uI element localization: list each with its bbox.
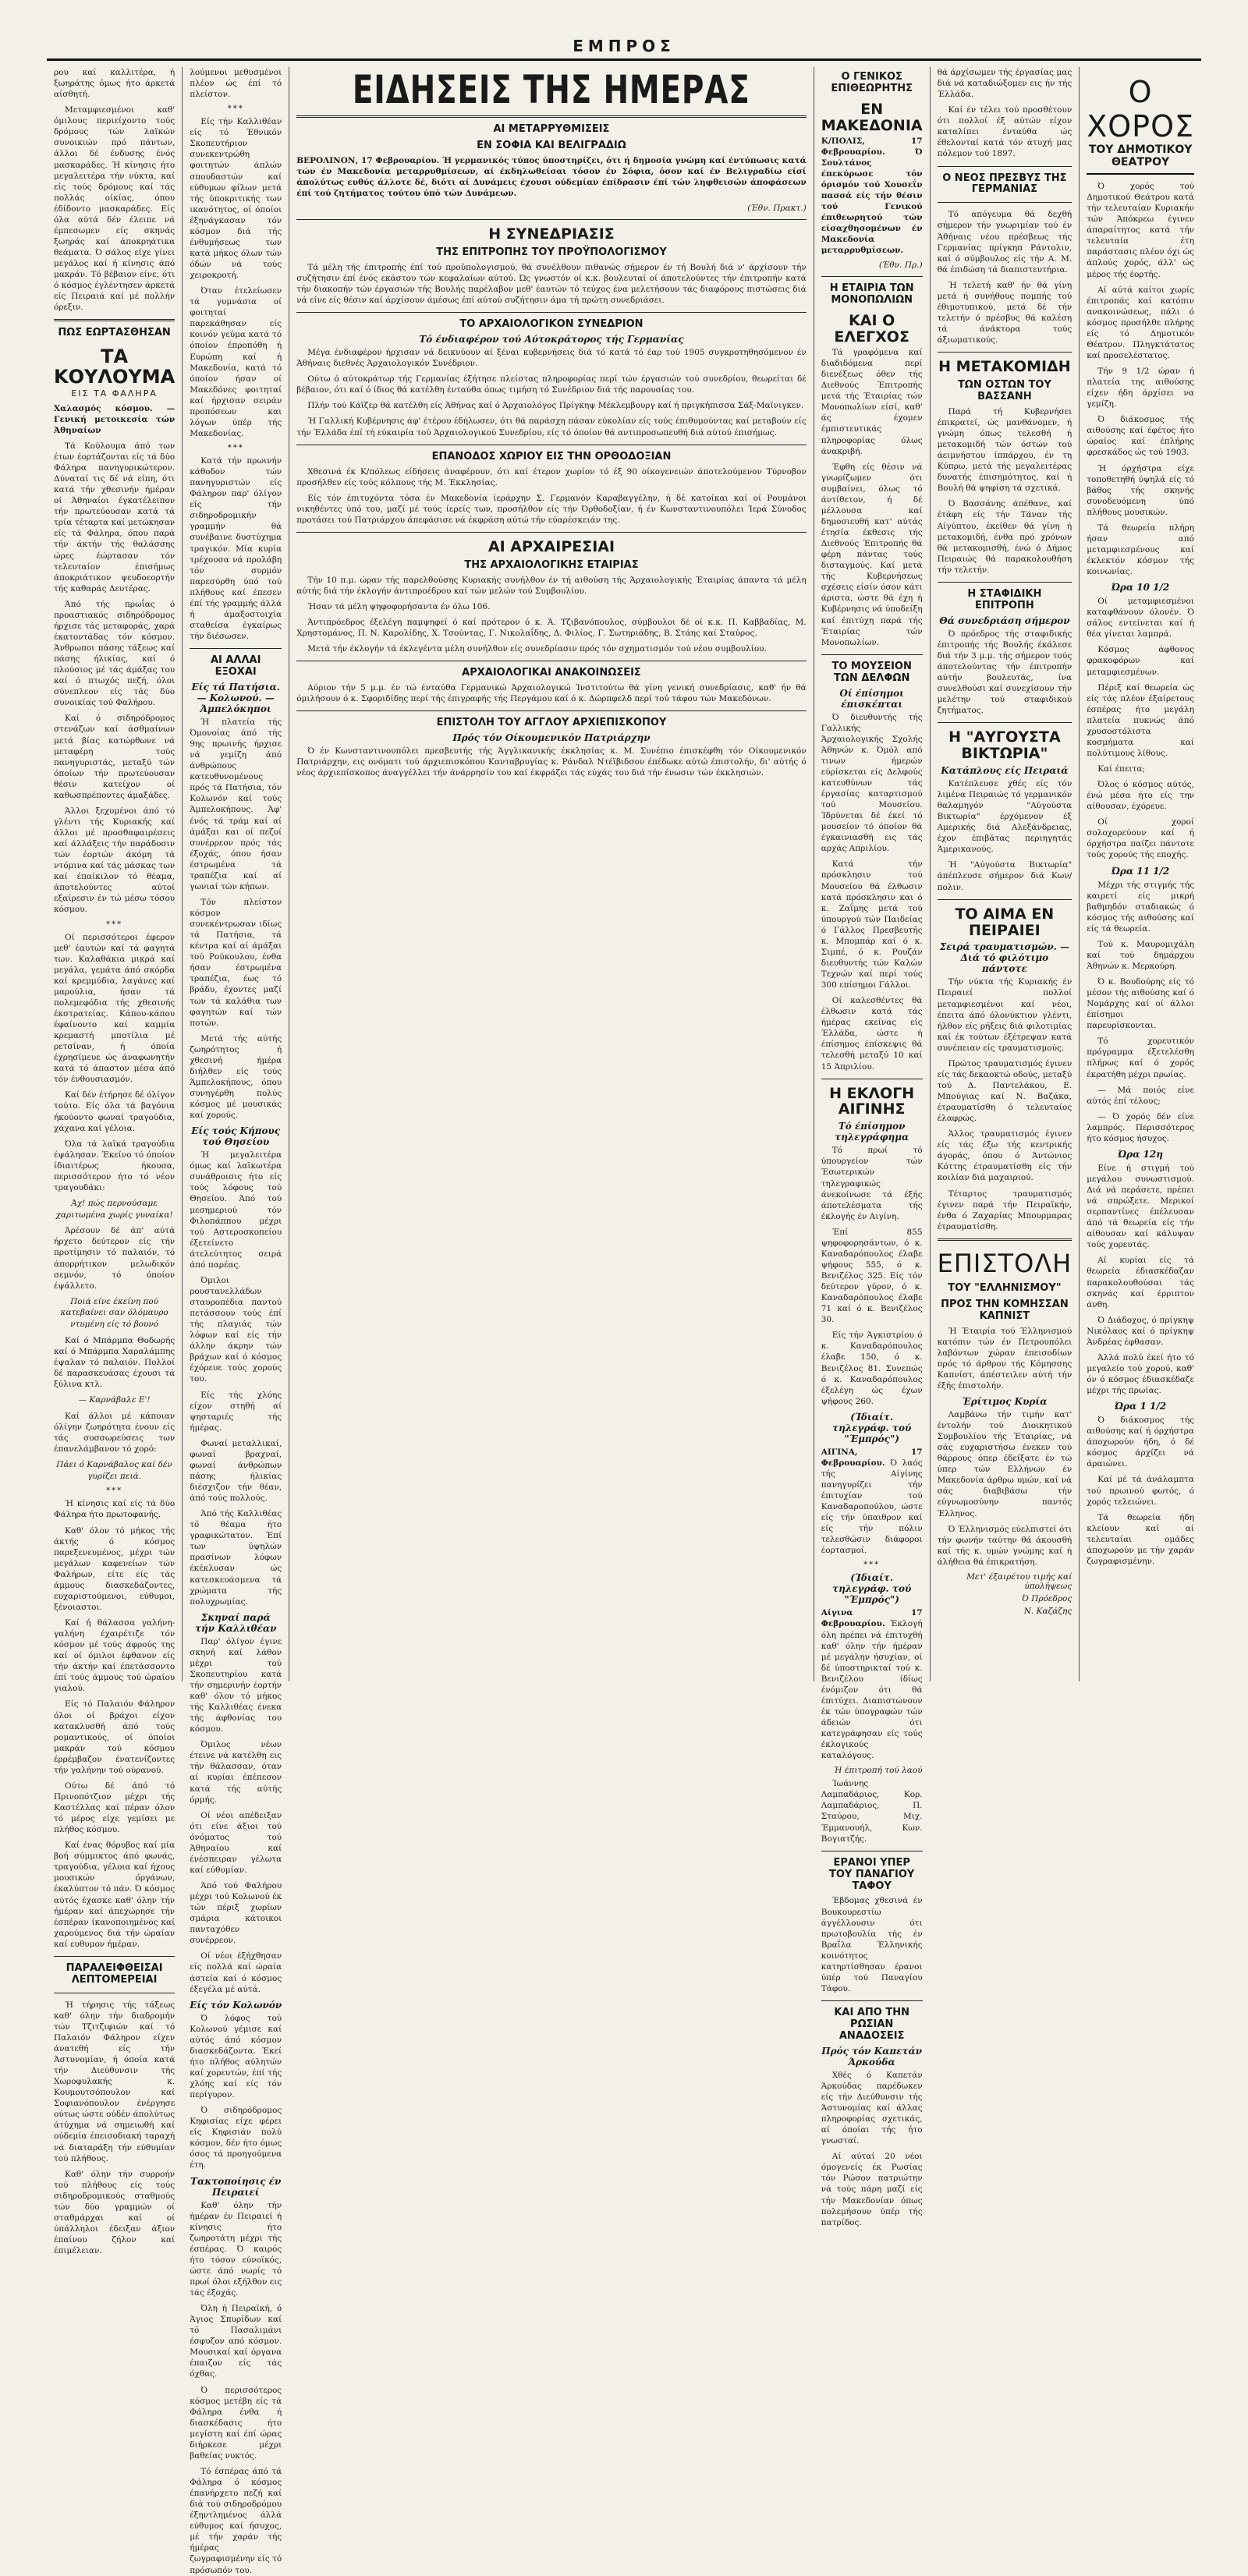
article-text: Ούτω δέ άπό τό Πρινοπότζιον μέχρι τής Καστέλλας καί πέραν όλον τό μέρος είχε γεμίσει με πλήθος κόσμου. — [54, 1781, 176, 1835]
headline: ΤΟ ΑΡΧΑΙΟΛΟΓΙΚΟΝ ΣΥΝΕΔΡΙΟΝ — [459, 318, 644, 331]
article-text: Τό έσπέρας άπό τά Φάληρα ό κόσμος έπανήρχετο πεζή καί διά τού σιδηροδρόμου έξηντλημένος άλλά εύθυμος καί ήσυχος, μέ τήν χαράν τής ήμέρας ζωγραφισμένην είς τό πρόσωπόν του. — [190, 2466, 282, 2575]
subheadline: Θά συνεδριάση σήμερον — [939, 615, 1070, 626]
subheadline: Τό έπίσημον τηλεγράφημα — [835, 1121, 909, 1143]
subheadline: Είς τούς Κήπους τού Θησείου — [191, 1125, 281, 1148]
article-text: Καί έν τέλει τού προσθέτουν ότι πολλοί έξ αύτών είχον καταλίπει ένταύθα ώς έθελονταί κατά τόν άτυχή μας πόλεμον τού 1897. — [937, 105, 1072, 159]
columns — [47, 67, 1201, 2575]
article-text: Αύριον τήν 5 μ.μ. έν τώ ένταύθα Γερμανικώ Άρχαιολογικώ Ίνστιτούτω θά γίνη γενική συνεδρίασις, καθ' ήν θά όμιλήσουν ό κ. Σφοριδίδης περί τής έπιγραφής τής Περγάμου καί ό κ. Δώρπφελδ περί τού τάφου τών Μακεδόνων. — [296, 682, 807, 704]
divider — [296, 532, 807, 533]
article-text: Ό κ. Βουδούρης είς τό μέσον τής αιθούσης καί ό Νομάρχης καί οί άλλοι έπίσημοι παρευρίσκονται. — [1087, 977, 1194, 1031]
headline: Η ΣΤΑΦΙΔΙΚΗ ΕΠΙΤΡΟΠΗ — [967, 587, 1042, 611]
article-text: Αί αύταί 20 νέοι όμογενείς έκ Ρωσίας τόν Ρώσον πατριώτην νά τούς πάρη μαζί είς τήν Μακεδονίαν όπως πολεμήσουν ύπέρ τής πατρίδος. — [821, 2152, 923, 2227]
article-text: Ό έν Κωνσταντινουπόλει πρεσβευτής τής Άγγλικανικής έκκλησίας κ. Μ. Συνέπιο έπισκέφθη τόν Οίκουμενικόν Πατριάρχην, εις ονόματι τού άρχιεπισκόπου Κανταβρυγίας κ. Ράνδαλ Ντέϊβιδσον έπέδωκε αύτώ έπιστολήν, δι' αύτής ό νέος άρχιεπίσκοπος άναγγέλλει τήν άνάρρησίν του καί έκφράζει τάς εύχάς του διά τήν ένωσιν τών έκκλησιών. — [296, 746, 807, 778]
signature: Ή έπιτροπή τού λαού — [833, 1766, 923, 1776]
article-text: Τήν νύκτα τής Κυριακής έν Πειραιεί πολλοί μεταμφιεσμένοι καί νέοι, έπειτα άπό όλονύκτιον γλέντι, ήλθον είς ρήξεις διά φιλοτιμίας καί έκ τούτων έξέτρεψαν κατά συνέπειαν είς τραυματισμούς. — [937, 977, 1072, 1053]
signature: Ν. Καζάζης — [1023, 1606, 1072, 1616]
article-text: — Μά ποιός είνε αύτός έπί τέλους; — [1087, 1085, 1194, 1106]
article-text: Οί νέοι απέδειξαν ότι είνε άξιοι τού όνόματος τού Άθηναίου καί ένέσπειραν γέλωτα καί εύθυμίαν. — [190, 1810, 282, 1875]
column-5 — [931, 67, 1080, 1681]
subheadline: Τακτοποίησις έν Πειραιεί — [190, 2175, 282, 2198]
article-text: Παρ' όλίγον έγινε σκηνή καί λάθον μέχρι τού Σκοπευτηρίου κατά τήν σημερινήν έορτήν καθ' όλον τό μήκος τής Καλλιθέας ένεκα τής άφθονίας του κόσμου. — [190, 1636, 282, 1734]
subheadline: Πρός τόν Οίκουμενικόν Πατριάρχην — [452, 732, 651, 744]
article-text: Τό χορευτικόν πρόγραμμα έξετελέσθη πλήρως καί ό χορός έκρατήθη μέχρι πρωίας. — [1087, 1036, 1194, 1079]
song-verse: Πάει ό Καρνάβαλος καί δέν γυρίζει πειά. — [56, 1460, 172, 1481]
divider — [54, 1956, 175, 1957]
article-text: Ό χορός τού Δημοτικού Θεάτρου κατά τήν τελευταίαν Κυριακήν τών Άπόκρεω έγινεν άπαραίτητος κατά τήν τελευταία έτη παράστασις πλέον όχι ώς άπλούς χορός, άλλ' ώς μέρος τής έορτής. — [1087, 182, 1194, 279]
article-text: Άντιπρόεδρος έξελέγη παμψηφεί ό καί πρότερον ό κ. Ά. Τζιβανόπουλος, σύμβουλοι δέ οί κ.κ. Π. Καββαδίας, Μ. Χρηστομάνος, Π. Ν. Καρολίδης, Χ. Τσούντας, Γ. Νικολαΐδης, Δ. Φιλίος, Γ. Σωτηριάδης, Β. Στάης καί Σταύρος. — [296, 617, 807, 638]
article-text: Ούτω ό αύτοκράτωρ τής Γερμανίας έξήτησε πλείστας πληροφορίας περί τών έργασιών τού συνεδρίου, θεωρείται δέ βέβαιον, ότι καί ό ίδιος θά κατέλθη ένταύθα όπως τιμήση τό Συνέδριον διά τής παρουσίας του. — [296, 374, 807, 395]
song-verse: — Καρνάβαλε Ε'! — [78, 1395, 151, 1405]
article-text: Κατά τήν πρωινήν κάθοδον τών πανηγυριστών είς Φάληρον παρ' όλίγον είς τήν σιδηροδρομικήν γραμμήν θά συνέβαινε δυστύχημα τραγικόν. Μία κυρία τρέχουσα νά προλάβη τόν συρμόν παρεσύρθη ύπό τού πλήθους καί έπεσεν έπί τής γραμμής άλλά ή άμαξοστοιχία σταθείσα έγκαίρως τήν διέσωσεν. — [190, 456, 282, 641]
section-masthead: Ο ΧΟΡΟΣ — [1087, 75, 1194, 144]
headline: Η ΜΕΤΑΚΟΜΙΔΗ — [938, 358, 1071, 376]
article-text: Τά μέλη τής έπιτροπής έπί τού προϋπολογισμού, θά συνέλθουν πιθανώς σήμερον έν τή Βουλή διά ν' άρχίσουν τήν συζήτησιν έπί ένός εκάστου τών κεφαλαίων αύτού. Ώς γνωστόν οί κ.κ. βουλευταί οί άποτελούντες τήν έπιτροπήν κατά τήν διακοπήν τών έργασιών τής Βουλής παρέλαβον μεθ' έαυτών τό τεύχος ένα μελετήσουν τάς διαφόρους πιστώσεις διά νά είνε είς θέσιν καί άρχίσουν άμέσως έπί αύτού συζήτησιν άμα τή πρώτη συνεδριάσει. — [296, 262, 807, 306]
subheadline: Είς τά Πατήσια. — Κολωνού. — Άμπελόκηποι — [191, 681, 280, 714]
headline: ΚΑΙ ΑΠΟ ΤΗΝ ΡΩΣΙΑΝ ΑΝΑΔΟΣΕΙΣ — [834, 2007, 909, 2042]
article-text: Ό Σουλτάνος έπεκύρωσε τόν όρισμόν τού Χουσεΐν πασσά είς τήν θέσιν τού Γενικού έπιθεωρητού τών είσαχθησομένων έν Μακεδονία μεταρρυθμίσεων. — [821, 147, 923, 256]
article-text: Ό Βασσάνης άπέθανε, καί έτάφη είς τήν Τάναν τής Αίγύπτου, έκείθεν θά γίνη ή μετακομιδή, ένθα πρό χρόνων θά μετακομισθή, ένώ ό Δήμος Πειραιώς θά παρακολουθήση τήν τελετήν. — [937, 499, 1072, 575]
headline: ΑΙ ΜΕΤΑΡΡΥΘΜΙΣΕΙΣ — [493, 123, 610, 135]
headline: Η ΕΚΛΟΓΗ ΑΙΓΙΝΗΣ — [829, 1084, 915, 1118]
article-text: Καί δέν έτήρησε δέ όλίγον τούτο. Είς όλα τά βαγόνια ήκούοντο φωναί τραγούδια, χάχανα καί γέλοια. — [54, 1090, 176, 1133]
article-text: Άρέσουν δέ άπ' αύτά ήρχετο δεύτερον είς τήν προτίμησιν τό παλαιόν, τό άπορρήτικον μελωδικόν σεμνόν, τό όποίον έψάλλετο. — [54, 1226, 176, 1291]
song-verse: Ποιά είνε έκείνη πού κατεβαίνει σαν όλόμαυρο ντυμένη είς τό βουνό — [60, 1296, 168, 1330]
divider — [938, 166, 1072, 167]
article-text: Καί μέ τά άνάλαμπτα τού πρωινού φωτός, ό χορός τελειώνει. — [1087, 1475, 1194, 1507]
divider — [821, 276, 923, 277]
article-text: Ό διάκοσμος τής αιθούσης καί ή όρχήστρα άποχωρούν ήδη, ό δέ κόσμος άρχίζει νά άραιώνει. — [1087, 1416, 1194, 1469]
headline: Η ΣΥΝΕΔΡΙΑΣΙΣ — [488, 225, 615, 243]
article-text: Άλλά πολύ έκεί ήτο τό μεγαλείο τού χορού, καθ' όν ό κόσμος έδιασκέδαζε μέχρι τής πρωίας. — [1087, 1352, 1194, 1396]
divider — [938, 899, 1072, 900]
section-stars: *** — [227, 105, 244, 114]
section-stars: *** — [863, 1561, 881, 1570]
article-text: Άλλοι ξεχυμένοι άπό τό γλέντι τής Κυριακής καί άλλοι μέ προσθαφαιρέσεις καί άλλάξεις τήν παράδοσιν τών έορτών άκόμη τά ντόμινα καί τάς μάσκας των καί έπαίκιλον τό θέαμα, άποτελούντες αύτοί εξαίρεσιν έν τώ μέσω τόσου κόσμου. — [54, 806, 176, 915]
article-text: Κατέπλευσε χθές είς τόν λιμένα Πειραιώς τό γερμανικόν θαλαμηγόν "Αύγούστα Βικτωρία" έρχόμενον έξ Αμερικής διά Αλεξάνδρειας, έχον έπιβάτας περιηγητάς Άμερικανούς. — [937, 778, 1072, 855]
divider — [938, 582, 1072, 583]
article-text: Άπό τής Καλλιθέας τό θέαμα ήτο γραφικώτατον. Έπί των ύψηλών πρασίνων λόφων έκέκλυσαν ώς κατεσκευάσμενα τά χρώματα τής πολυχρωμίας. — [190, 1509, 282, 1607]
article-text: Μέχρι τής στιγμής τής καιρετί είς μικρή βαθμηδόν σταδιακώς ό κόσμος τής αιθούσης καί είς τά θεωρεία. — [1087, 880, 1194, 934]
article-text: Ή "Αύγούστα Βικτωρία" άπέπλευσε σήμερον διά Κων/πολιν. — [937, 860, 1072, 892]
dateline: ΑΙΓΙΝΑ, 17 Φεβρουαρίου. — [821, 1447, 923, 1468]
article-text: Είς τής χλόης είχον στηθή αί ψησταριές τής ήμέρας. — [190, 1390, 282, 1433]
article-text: Έπί 855 ψηφοφορησάντων, ό κ. Καναδαρόπουλος έλαβε ψήφους 555, ό κ. Βενιζέλος 325. Είς τόν δεύτερον γύρον, ό κ. Καναδαρόπουλος έλαβε 71 καί ό κ. Βενιζέλος 30. — [821, 1227, 923, 1325]
article-text: Μεταμφιεσμένοι καθ' όμιλους περιείχοντο τούς δρόμους τών λαϊκών συνοικιών πρό πάντων, άλλοι δέ ένδυσης ένός μασκαράδες. Ή κίνησις ήτο μεγαλειτέρα τήν νύκτα, καί είς τούς δρόμους καί τάς πολλάς οίκίας, όπου έδίδοντο μασκαράδες. Είς όλα αύτά δέν έλειπε νά έμπεσωμεν είς σκηνάς ξωηράς καί άποκρηάτικα θεάματα. Ό σάλος είχε γίνει μεγάλος καί ή κίνησις άπό μακράν. Τό βέβαιον είνε, ότι ό κόσμος έγλέντησεν άρκετά είς Πειραιά καί μέ πολλήν όρεξιν. — [54, 105, 176, 313]
paper-name: ΕΜΠΡΟΣ — [573, 37, 675, 55]
article-text: Ό πρόεδρος τής σταφιδικής έπιτροπής τής Βουλής έκάλεσε διά τήν 3 μ.μ. τής σήμερον τούς άποτελούντας τήν έπιτροπήν αύτήν βουλευτάς, ίνα συνελθούσι καί συνεχίσουν τήν μελέτην τού σταφιδικού ζητήματος. — [937, 629, 1072, 716]
headline: ΑΙ ΑΡΧΑΙΡΕΣΙΑΙ — [488, 537, 615, 555]
subheadline: ΕΙΣ ΤΑ ΦΑΛΗΡΑ — [71, 388, 158, 399]
headline: Ο ΓΕΝΙΚΟΣ ΕΠΙΘΕΩΡΗΤΗΣ — [831, 71, 913, 94]
article-text: Τέταρτος τραυματισμός έγινεν παρά τήν Πειραϊκήν, ένθα ό Ζαχαρίας Μπουρμαρας έτραυματίσθη. — [937, 1189, 1072, 1231]
song-verse: Άχ! πώς περνούσαμε χαριτωμένα χωρίς γυναίκα! — [55, 1198, 173, 1220]
article-text: Καί ό Μπάρμπα Θοδωρής καί ό Μπάρμπα Χαραλάμπης έψαλαν τό παλαιόν. Πολλοί δέ παρασκευάσας έχουσι τά ξύλινα κτλ. — [54, 1335, 176, 1389]
article-text: Καί έπειτα; — [1097, 764, 1145, 774]
subheadline: Σκηναί παρά τήν Καλλιθέαν — [194, 1611, 277, 1634]
article-text: Φωναί μεταλλικαί, φωναί βραχναί, φωναί άνθρώπων πάσης ήλικίας διέσχιζον τήν θέαν, άπό τούς πολλούς. — [190, 1438, 282, 1504]
article-text: Λαμβάνω τήν τιμήν κατ' έντολήν τού Διοικητικού Συμβουλίου τής Έταιρίας, νά σάς ευχαριστήσω ένεκεν τού θάρρους όπερ έδείξατε έν τώ ύπερ τών Ελλήνων έν Μακεδονία άρθρω υμών, καί νά σάς διαβιβάσω τήν εύγνωμοσύνην παντός Έλληνος. — [937, 1409, 1072, 1518]
article-text: Χθεσινά έκ Κ/πόλεως είδήσεις άναφέρουν, ότι καί έτερον χωρίον τό έξ 90 οίκογενειών άποτελούμενον Τύρνοβον προσήλθεν είς τούς κόλπους τής Μ. Έκκλησίας. — [296, 466, 807, 487]
headline: Η "ΑΥΓΟΥΣΤΑ ΒΙΚΤΩΡΙΑ" — [948, 728, 1061, 763]
time-heading: Ώρα 11 1/2 — [1111, 865, 1170, 877]
section-stars: *** — [106, 1486, 123, 1496]
article-text: Άπό τής πρωΐας ό προαστιακός σιδηρόδρομος ήρχισε τάς μεταφοράς, χαρά έκατοντάδας τόν κόσμον. Άνθρωποι πάσης τάξεως καί πάσης ήλικίας, καί ό πλούσιος μέ τάς άμάξας του καί ό πτωχός πεζή, όλοι σύνεπλεον είς τάς δύο συνοικίας τού Φαλήρου. — [54, 599, 176, 708]
time-heading: Ώρα 10 1/2 — [1111, 582, 1170, 594]
section-masthead: ΕΙΔΗΣΕΙΣ ΤΗΣ ΗΜΕΡΑΣ — [353, 67, 750, 112]
headline: ΑΡΧΑΙΟΛΟΓΙΚΑΙ ΑΝΑΚΟΙΝΩΣΕΙΣ — [462, 667, 641, 679]
article-text: Όμιλοι ρουστανελλάδων σταυροπέδια παντού πετάσσουν τούς έπί τής πλαγιάς τών λόφων καί είς τήν άλλην άκρην τών βράχων καί ό κόσμος έχόρευε τούς χορούς του. — [190, 1275, 282, 1384]
article-text: Καθ' όλον τό μήκος τής άκτής ό κόσμος παρεξενευμένος, μέχρι τών μεγάλων καφενείων τών Φαλήρων, είτε είς τάς άμμους διασκεδάζοντες, ευχαριστούμενοι, εύθυμοι, ξένοιαστοι. — [54, 1525, 176, 1612]
divider — [821, 2000, 923, 2001]
article-text: Ό Έλληνισμός εύελπιστεί ότι τήν φωνήν ταύτην θά άκουσθή καί τής κ. υμών γνώμης καί ή άλήθεια θά έπικρατήση. — [937, 1524, 1072, 1567]
article-text: Έφθη είς θέσιν νά γνωρίζωμεν ότι συμβαίνει, όλως τό άντίθετον, ή δέ μέλλουσα καί δημοσιευθή κατ' αύτάς έτησία έκθεσις τής Διεθνούς Έπιτροπής θά φέρη πάντας τούς δισταγμούς. Καί μετά τής Κυβερνήσεως σχέσεις είσίν όσον κάτι άριστα, ώστε θά έχη ή Κυβέρνησις νά ύποδείξη καί έπιτύχη παρά τής Έταιρίας τών Μονοπωλίων. — [821, 462, 923, 647]
article-text: Είς τόν έπιτυχόντα τόσα έν Μακεδονία ίεράρχην Σ. Γερμανόν Καραβαγγέλην, ή δέ κατοίκαι καί οί Ρουμάνοι νικηθέντες ύπό του, μαζί μέ τούς ίερείς των, προσήλθον είς τήν Όρθοδοξίαν, ή έν Κωνσταντινουπόλει Ίερά Σύνοδος προτάσει τού Πατριάρχου άπεφάσισε νά έκφράση αύτώ τήν εύαρέσκειάν της. — [296, 493, 807, 525]
article-text: Τά γραφόμενα καί διαδιδόμενα περί διενέξεως όθεν τής Διεθνούς Έπιτροπής μετά τής Έταιρίας τών Μονοπωλίων είσί, καθ' άς έχομεν έμπιστευτικάς πληροφορίας όλως άνακριβή. — [821, 348, 923, 456]
headline: ΕΠΑΝΟΔΟΣ ΧΩΡΙΟΥ ΕΙΣ ΤΗΝ ΟΡΘΟΔΟΞΙΑΝ — [431, 450, 672, 462]
article-text: Καί ένας θόρυβος καί μία βοή σύμμικτος άπό φωνάς, τραγούδια, γέλοια καί ήχους μουσικών όργάνων, έκαλύπτον τό πάν. Ό κόσμος αύτός έχασκε καθ' όλην τήν ήμέραν καί άπεχώρησε τήν έσπέραν ίκανοποιημένος καί χαρούμενος διά τήν ώραίαν καί ευθυμον ήμέραν. — [54, 1841, 176, 1949]
article-text: θά άρχίσωμεν τής έργασίας μας διά νά καταδιώξομεν εις ήν τής Έλλάδα. — [937, 68, 1072, 100]
article-text: Πέριξ καί θεωρεία ώς είς τάς πλέον έξαίρετους έσπέρας ήτο μεγάλη πλατεία πυκνώς άπό χρυσοστόλιστα κοσμήματα καί πολύτιμους λίθους. — [1087, 682, 1194, 758]
signature: Ό Πρόεδρος — [1022, 1593, 1072, 1603]
article-text: Τά θεωρεία ήδη κλείουν καί αί τελευταίαι ομάδες άποχωρούν με τήν χαράν ζωγραφισμένην. — [1087, 1512, 1194, 1566]
headline: Η ΕΤΑΙΡΙΑ ΤΩΝ ΜΟΝΟΠΩΛΙΩΝ — [829, 282, 914, 306]
article-text: Ό σιδηρόδρομος Κηφισίας είχε φέρει είς Κηφισιάν πολύ κόσμον, δέν ήτο όμως όσος τά προηγούμενα έτη. — [190, 2106, 282, 2170]
subheadline: Πρός τόν Καπετάν Άρκούδα — [821, 2045, 923, 2068]
article-text: Μετά τής αύτής ζωηρότητος ή χθεσινή ήμέρα διήλθεν είς τούς Άμπελοκήπους, όπου συνηγέρθη πολύς κόσμος μέ μουσικάς καί χορούς. — [190, 1033, 282, 1121]
divider — [296, 312, 807, 313]
subheadline: Κατάπλους είς Πειραιά — [941, 764, 1069, 776]
divider — [296, 219, 807, 220]
article-text: Τήν 9 1/2 ώραν ή πλατεία της αιθούσης είχεν ήδη άρχίσει να γεμίζη. — [1087, 367, 1194, 409]
headline: Ο ΝΕΟΣ ΠΡΕΣΒΥΣ ΤΗΣ ΓΕΡΜΑΝΙΑΣ — [942, 172, 1067, 196]
article-text: Οί καλεσθέντες θά έλθωσιν κατά τάς ήμέρας εκείνας είς Έλλάδα, ώστε ή έπίσημος έπίσκεψις θά τελεσθή μεταξύ 10 καί 15 Άπριλίου. — [821, 996, 923, 1072]
article-text: Καί ό σιδηρόδρομος στενάζων καί άσθμαίνων μετά βίας κατώρθωνε νά μεταφέρη τούς πανηγυριστάς, μεταξύ τών όποίων τήν πρωτεύουσαν θέσιν κατείχον οί καθωσπρέποντες άμαξάδες. — [54, 714, 176, 800]
article-text: Ό λόφος τού Κολωνού γέμισε καί αύτός άπό κόσμον διασκεδάζοντα. Έκεί ήτο πλήθος αύλητών καί χορευτών, έπί τής χλόης καί είς τόν περίγυρον. — [190, 2013, 282, 2100]
subheadline: ΤΗΣ ΑΡΧΑΙΟΛΟΓΙΚΗΣ ΕΤΑΙΡΙΑΣ — [464, 558, 639, 571]
article-text: Χθές ό Καπετάν Άρκούδας παρέδωκεν είς τήν Διεύθυνσιν τής Άστυνομίας καί άλλας πληροφορίας σχετικάς, αί όποίαι τής ήτο γνωσταί. — [821, 2070, 923, 2146]
article-text: Είνε ή στιγμή τού μεγάλου συνωστισμού. Διά νά περάσετε, πρέπει νά σπρώξετε. Μερικοί σερπαντίνες έπέλευσαν άπό τά θεωρεία είς τήν αίθουσαν καί κάλυψαν τούς χορευτάς. — [1087, 1163, 1194, 1250]
divider — [938, 722, 1072, 723]
article-text: Οί νέοι έξήχθησαν είς πολλά καί ώραία άστεία καί ό κόσμος έξεγέλα μέ αύτά. — [190, 1951, 282, 1994]
article-text: Τά θεωρεία πλήρη ήσαν από μεταμφιεσμένους καί έκλεκτόν κόσμον τής κοινωνίας. — [1087, 523, 1194, 577]
headline: ΚΑΙ Ο ΕΛΕΓΧΟΣ — [834, 312, 909, 346]
article-text: Αί κυρίαι είς τά θεωρεία έδιασκέδαζαν παρακολουθούσαι τάς σκηνάς καί έρριπτον άνθη. — [1087, 1256, 1194, 1309]
article-text: Τό απόγευμα θά δεχθή σήμερον τήν γνωριμίαν τού έν Άθήναις νέου πρέσβεως τής Γερμανίας πρίγκηπ Ράντολιν, καί ό σύμβουλος είς τήν Α. Μ. θά έπιδώση τά διαπιστευτήρια. — [937, 210, 1072, 275]
dateline: ΒΕΡΟΛΙΝΟΝ, 17 Φεβρουαρίου. — [296, 155, 440, 165]
article-text: Ό λαός τής Αίγίνης πανηγυρίζει τήν έπιτυχίαν τού Καναδαροπούλου, ώστε είς τήν ύπαιθρον καί είς τήν πόλιν τελεσθώσιν διάφοροι έορτασμοί. — [821, 1458, 923, 1556]
headline: ΕΠΙΣΤΟΛΗ ΤΟΥ ΑΓΓΛΟΥ ΑΡΧΙΕΠΙΣΚΟΠΟΥ — [436, 717, 667, 729]
divider — [296, 115, 807, 118]
article-text: Οί χοροί σολοχορεύουν καί ή όρχήστρα παίζει πάντοτε τούς χορούς τής εποχής. — [1087, 817, 1194, 860]
divider — [190, 648, 282, 649]
time-heading: Ώρα 12η — [1118, 1148, 1163, 1160]
headline: ΕΡΑΝΟΙ ΥΠΕΡ ΤΟΥ ΠΑΝΑΓΙΟΥ ΤΑΦΟΥ — [829, 1856, 915, 1892]
headline: ΠΩΣ ΕΩΡΤΑΣΘΗΣΑΝ — [58, 327, 171, 339]
article-text: Μετά τήν έκλογήν τά έκλεγέντα μέλη συνήλθον είς συνεδρίασιν πρός τόν σχηματισμόν τού νέου συμβουλίου. — [307, 643, 767, 654]
article-text: Ή κίνησις καί είς τά δύο Φάληρα ήτο πρωτοφανής. — [54, 1499, 176, 1520]
article-text: Κόσμος άφθονος φρακοφόρων καί μεταμφιεσμένων. — [1087, 645, 1194, 677]
subheadline: Είς τόν Κολωνόν — [190, 1999, 282, 2011]
article-text: Πρώτος τραυματισμός έγινεν είς τάς δεκαοκτώ οδούς, μεταξύ τού Δ. Παντελάκου, Ε. Μπούγιας καί Ν. Βαζάκα, έτραυματίσθη ό τελευταίος έλαφρώς. — [937, 1058, 1072, 1124]
article-text: Πλήν τού Κάϊζερ θά κατέλθη είς Άθήνας καί ό Άρχαιολόγος Πρίγκηψ Μέκλεμβουργ καί ή πριγκήπισσα Σάξ-Μαϊνιγκεν. — [307, 401, 804, 411]
article-text: Άλλος τραυματισμός έγινεν είς τάς έξω τής κεντρικής άγοράς, όπου ό Άντώνιος Κόττης έτραυματίσθη είς τήν κοιλίαν διά μαχαιριού. — [937, 1129, 1072, 1183]
subheadline: ΤΗΣ ΕΠΙΤΡΟΠΗΣ ΤΟΥ ΠΡΟΫΠΟΛΟΓΙΣΜΟΥ — [436, 246, 667, 259]
headline: ΑΙ ΑΛΛΑΙ ΕΞΟΧΑΙ — [210, 654, 261, 678]
section-stars: *** — [227, 444, 244, 452]
article-text: λούμενοι μεθυσμένοι πλέον ώς έπί τό πλείστον. — [190, 68, 282, 100]
divider — [938, 202, 1072, 203]
time-heading: Ώρα 1 1/2 — [1115, 1401, 1167, 1412]
article-text: Καθ' όλην τήν ήμέραν έν Πειραιεί ή κίνησις ήτο ζωηροτάτη μέχρι τής έσπέρας. Ό καιρός ήτο τόσον εύνοϊκός, ώστε άπό νωρίς τό πρωί όλοι εξήλθον εις τάς έξοχάς. — [190, 2200, 282, 2298]
divider — [938, 352, 1072, 353]
divider — [938, 1238, 1072, 1241]
column-3 — [289, 67, 814, 1681]
article-text: Καί ή θάλασσα γαλήνη-γαλήνη έχαιρέτιζε τόν κόσμον μέ τούς άφρούς της καί οί όμιλοι έφθανον είς τήν άκτήν καί έπετάσσοντο έπί τούς άμμους τού ώραίου γιαλού. — [54, 1618, 176, 1694]
article-text: — Ό χορός δέν είνε λαμπρός. Περισσότερος ήτο κόσμος ήσυχος. — [1087, 1111, 1194, 1143]
article-text: Οί περισσότεροι έφερον μεθ' έαυτών καί τά φαγητά των. Καλαθάκια μικρά καί μεγάλα, γεμάτα άπό σκόρδα καί κρεμμύδια, λαγάνες καί μαρούλια, ήσαν τά πολεμεφόδια τής χθεσινής έκστρατείας. Κάπου-κάπου έφαίνοντο καί καμμία κρεμαστή μποτίλια μέ ρετσίναν, ή όποία έχρησίμευε ώς άναφωνητήν κατά τό άπαστον μέσα άπό τόν ένθουσιασμόν. — [54, 932, 176, 1085]
article-text: Αί αύτά καίτοι χωρίς έπιτροπάς καί κατόπιν ανακοινώσεως, πάλι ό κόσμος προσήλθε πλήρης είς τό Δημοτικόν Θέατρον. Πληγκτάτατος καί προσελέστατος. — [1087, 285, 1194, 360]
headline: ΤΟ ΜΟΥΣΕΙΟΝ ΤΩΝ ΔΕΛΦΩΝ — [831, 660, 912, 684]
divider — [296, 710, 807, 711]
dateline: Αίγινα 17 Φεβρουαρίου. — [821, 1608, 923, 1629]
article-text: Ή μεγαλειτέρα όμως καί λαϊκωτέρα συνάθροισις ήτο είς τούς λόφους τού Θησείου. Άπό τού μεσημεριού τόν Φιλοπάππου μέχρι τού Αστεροσκοπείου έξετείνετο άτελεύτητος σειρά άπό παρέας. — [190, 1150, 282, 1270]
article-text: Είς τό Παλαιόν Φάληρον όλοι οί βράχοι είχον κατακλυσθή άπό τούς ρομαντικούς, οί όποίοι μακράν τού κόσμου έρρέμβαζον ένατενίζοντες τήν γαλήνην τού ούρανού. — [54, 1699, 176, 1775]
subheadline: ΠΡΟΣ ΤΗΝ ΚΟΜΗΣΣΑΝ ΚΑΠΝΙΣΤ — [941, 1298, 1069, 1322]
running-head — [47, 16, 1201, 61]
source-credit: (Έθν. Πρακτ.) — [747, 204, 807, 214]
article-text: Ή πλατεία τής Όμονοίας άπό τής 9ης πρωινής ήρχισε νά γεμίζη άπό άνθρώπους κατευθυνομένους πρός τά Πατήσια, τόν Κολωνόν καί τούς Άμπελοκήπους. Άφ' ένός τά τράμ καί αί άμάξαι και οί πεζοί συνέρρεον πρός τάς έξοχάς, όπου ήσαν έστρωμένα τά τραπέζια καί αί γωνιαί τών κήπων. — [190, 717, 282, 891]
article-text: Ό διευθυντής τής Γαλλικής Άρχαιολογικής Σχολής Άθηνών κ. Όμόλ από τινων ήμερών εύρίσκεται είς Δελφούς κατευθύνων τάς έργασίας καταρτισμού τού Μουσείου. Ίδρύνεται δέ έκεί τό μουσείον τό όποίον θά έγκαινιασθή εις τάς αρχάς Απριλίου. — [821, 712, 923, 854]
article-text: Οί μεταμφιεσμένοι καταφθάνουν όλονέν. Ό σάλος εντείνεται καί ή θέα γίνεται λαμπρά. — [1087, 597, 1194, 640]
article-text: Κατά τήν πρόσκλησιν τού Μουσείου θά έλθωσιν κατά πρόσκλησιν και ό κ. Ζαΐμης μετά τού ύπουργού τών Παιδείας ό Γάλλος Πρεσβευτής κ. Μπομπάρ καί ό κ. Σιμπέ, ό κ. Ρουζάν διευθυντής τών Καλών Τεχνών καί περί τούς 300 επίσημοι Γάλλοι. — [821, 859, 923, 990]
section-stars: *** — [106, 919, 123, 929]
article-text: Όλος ό κόσμος αύτός, ένώ μέσα ήτο είς την αίθουσαν, έχόρευε. — [1087, 780, 1194, 812]
section-masthead-sub: ΤΟΥ ΔΗΜΟΤΙΚΟΥ ΘΕΑΤΡΟΥ — [1087, 144, 1194, 175]
source-credit: (Ίδιαίτ. τηλεγράφ. τού "Έμπρός") — [832, 1572, 912, 1606]
article-text: Ό διάκοσμος τής αιθούσης καί έφέτος ήτο ώραίος καί έπλήρης φρεσκάδος ώς τού 1903. — [1087, 415, 1194, 458]
article-text: Ή γερμανικός τύπος ύποστηρίζει, ότι ή δημοσία γνώμη καί έντύπωσις κατά τών έν Μακεδονία μεταρρυθμίσεων, αί έκδηλωθείσαι τόσον έν Σόφια, όσον καί έν Βελιγραδίω είσί άπολύτως ευθύς άλλοτε δέ, διότι αί Δυνάμεις έχουσι ούδεμίαν έπίδρασιν έπί τών ληφθεισών άποφάσεων έπί τού ζητήματος τούτου ύπό τών Δυνάμεων. — [296, 155, 807, 199]
article-lead: Χαλασμός κόσμου. — Γενική μετοικεσία τών Άθηναίων — [54, 403, 176, 435]
article-text: Άπό τού Φαλήρου μέχρι τού Κολωνού έκ τών πέριξ χωρίων σμάρια κάτοικοι πανταχόθεν συνέρρεον. — [190, 1881, 282, 1946]
subheadline: ΤΩΝ ΟΣΤΩΝ ΤΟΥ ΒΑΣΣΑΝΗ — [957, 379, 1051, 402]
column-6 — [1080, 67, 1201, 1681]
signature: Μετ' έξαιρέτου τιμής καί ύπολήψεως — [966, 1571, 1072, 1591]
divider — [54, 319, 175, 321]
article-text: Τήν 10 π.μ. ώραν τής παρελθούσης Κυριακής συνήλθον έν τή αιθούση τής Άρχαιολογικής Έταιρίας άπαντα τά μέλη αύτής διά τήν έκλογήν άντιπροέδρου καί τών μελών τού Συμβουλίου. — [296, 575, 807, 596]
source-credit: (Έθν. Πρ.) — [878, 260, 923, 271]
article-text: Τόν πλείστον κόσμον συνεκέντρωσαν ιδίως τά Πατήσια, τά κέντρα καί αί άμάξαι τού Ρούκουλου, ένθα ήσαν έστρωμένα τραπέζια, έως τό βράδυ, έχοντες μαζί των τά καλάθια των φαγητών καί τών ποτών. — [190, 897, 282, 1028]
article-text: Ό περισσότερος κόσμος μετέβη είς τά Φάληρα ένθα ή διασκέδασις ήτο μεγίστη καί έπί ώρας διήρκεσε μέχρι βαθείας νυκτός. — [190, 2385, 282, 2461]
headline: ΠΑΡΑΛΕΙΦΘΕΙΣΑΙ ΛΕΠΤΟΜΕΡΕΙΑΙ — [66, 1961, 163, 1986]
article-text: Όταν έτελείωσεν τά γυμνάσια οί φοιτηταί παρεκάθησαν είς κοινόν γεύμα κατά τό όποίον έπροπόθη ή Ευρώπη καί ή Μακεδονία, κατά τό όποίον ήσαν οί Μακεδόνες φοιτηταί καί ήρχισαν σειράν προπόσεων και λόγων ύπέρ τής Μακεδονίας. — [190, 286, 282, 438]
article-text: Ή όρχήστρα είχε τοποθετηθή ύψηλά είς τό βάθος τής σκηνής συνοδευόμενη ύπό πλήθους μουσικών. — [1087, 463, 1194, 517]
column-2 — [183, 67, 289, 2575]
article-text: Καθ' όλην τήν συρροήν τού πλήθους είς τούς σιδηροδρομικούς σταθμούς τών δύο γραμμών οί σταθμάρχαι καί οί ύπάλληλοι έδειξαν άξιον έπαίνου ζήλον καί έπιμέλειαν. — [54, 2169, 176, 2256]
article-text: Είς τήν Άγκιστρίου ό κ. Καναδαρόπουλος έλαβε 150, ό κ. Βενιζέλος 81. Συνεπώς ό κ. Καναδαρόπουλος έξελέγη ώς έχων ψήφους 260. — [821, 1331, 923, 1406]
article-text: Είς τήν Καλλιθέαν είς τό Έθνικόν Σκοπευτήριον συνεκεντρώθη φοιτητών άπλών σπουδαστών καί εύθυμων φίλων μετά τής ύποκριτικής των ικανότητος, οί όποίοι έξηνάγκασαν τόν κόσμον διά τής ένθυμήσεως των κατά μήκος όλων τών όδών νά τούς χειροκροτή. — [190, 117, 282, 281]
subheadline: ΤΟΥ "ΕΛΛΗΝΙΣΜΟΥ" — [948, 1281, 1062, 1294]
article-text: Όμιλος νέων έτεινε νά κατέλθη εις τήν θάλασσαν, όταν αί κυρίαι έπέπεσον κατά τής αύτής όρμής. — [190, 1740, 282, 1805]
article-text: Ήσαν τά μέλη ψηφοφορήσαντα έν όλω 106. — [307, 601, 491, 611]
headline: ΕΝ ΣΟΦΙΑ ΚΑΙ ΒΕΛΙΓΡΑΔΙΩ — [477, 139, 626, 151]
salutation: Έρίτιμος Κυρία — [962, 1395, 1048, 1407]
article-text: Όλα τά λαϊκά τραγούδια έψάλησαν. Έκείνο τό όποίον ίδιαιτέρως ήκουσα, περισσότερον ήτο τό νέον τραγουδάκι: — [54, 1139, 176, 1192]
divider — [821, 654, 923, 655]
article-text: Όλη ή Πειραϊκή, ό Άγιος Σπυρίδων καί τό Πασαλιμάνι έσφυζον από κόσμον. Μουσικαί καί όργανα έπαιζον είς τάς όχθας. — [190, 2304, 282, 2379]
column-4 — [814, 67, 931, 2227]
article-text: Ή τήρησις τής τάξεως καθ' όλην τήν διαδρομήν τών Τζιτζιφιών καί τό Παλαιόν Φάληρον είχεν άνατεθή είς τήν Άστυνομίαν, ή όποία κατά τήν Διεύθυνσιν τής Χωροφυλακής κ. Κουμουτσόπουλον καί Σοφιανόπουλον ένέργησε ούτως ώστε ούδέν άπολύτως άτύχημα νά σημειωθή καί ούδεμία έπεισοδιακή ταραχή νά διαταράξη τήν εύθυμίαν τού πλήθους. — [54, 2000, 176, 2163]
headline: ΕΝ ΜΑΚΕΔΟΝΙΑ — [821, 100, 923, 134]
article-text: ρου καί καλλιτέρα, ή ξωηράτης όμως ήτο άρκετά αίσθητή. — [54, 68, 176, 100]
article-text: Καί άλλοι μέ κάποιαν όλίγην ζωηρότητα ένουν είς τάς συσσωρεύσεις των έπανελάμβανον τό χορό: — [54, 1411, 176, 1454]
subheadline: Οί έπίσημοι έπισκέπται — [839, 687, 904, 710]
headline: ΕΠΙΣΤΟΛΗ — [937, 1248, 1072, 1278]
article-text: Ή Έταιρία τού Έλληνισμού κατόπιν τών έν Πετρουπόλει λαβόντων χώραν έπεισοδίων πρός τό άρθρον τής Κόμησσης Καπνίστ, άπέστειλεν αύτή τήν έξής έπιστολήν. — [937, 1326, 1072, 1391]
article-text: Ό Διάδοχος, ό πρίγκηψ Νικόλαος καί ό πρίγκηψ Άνδρέας έφθασαν. — [1087, 1315, 1194, 1347]
source-credit: (Ίδιαίτ. τηλεγράφ. τού "Έμπρός") — [832, 1411, 912, 1444]
headline: ΤΟ ΑΙΜΑ ΕΝ ΠΕΙΡΑΙΕΙ — [955, 905, 1055, 939]
subheadline: Τό ένδιαφέρον τού Αύτοκράτορος τής Γερμανίας — [419, 334, 684, 345]
article-text: Τά Κούλουμα άπό των έτων έορτάζονται είς τά δύο Φάληρα πανηγυρικώτερον. Δύναταί τις δέ νά είπη, ότι κατά τήν χθεσινήν ήμέραν οί Άθηναίοι έγκατέλειπον τήν πρωτεύουσαν κατά τά τρία τέταρτα καί μετώκησαν είς τά Φάληρα, όπου παρά τήν άκτήν τής θαλάσσης ώρες έώρτασαν τόν τελευταίον έπισήμως άποκριάτικον ψευδοεορτήν τής καθαράς Δευτέρας. — [54, 441, 176, 594]
article-text: Μέγα ένδιαφέρον ήρχισαν νά δεικνύουν αί ξέναι κυβερνήσεις διά τό κατά τό έαρ τού 1905 συγκροτηθησόμενον έν Άθήναις διεθνές Άρχαιολογικόν Συνέδριον. — [296, 348, 807, 369]
article-text: Ή τελετή καθ' ήν θά γίνη μετά ή συνήθους πομπής τού έθιμοτυπικού, μετά δέ τήν τελετήν ό πρέσβυς θά καλέση τά άνάκτορα τούς άξιωματικούς. — [937, 280, 1072, 345]
subheadline: Σειρά τραυματισμών. — Διά τό φιλότιμο πάντοτε — [939, 941, 1070, 975]
article-text: Ίωάννης Λαμπαδάριος, Κορ. Λαμπαδάριος, Π. Σταύρου, Μιχ. Έμμανουήλ, Κων. Βογιατζής. — [821, 1779, 923, 1844]
article-text: Τού κ. Μαυρομιχάλη καί τού δημάρχου Άθηνών κ. Μερκούρη. — [1087, 939, 1194, 971]
article-text: Έκλογή όλη πρέπει νά έπιτυχθή καθ' όλην τήν ήμέραν μέ μεγάλην ήσυχίαν, οί δέ ύποστηρικταί τού κ. Βενιζέλου ίδίως ένόμιζον ότι θά έπιτύχει. Διαπιστώνουν έκ τών ύπογραφών τών άδειών ότι κατεγράφησαν είς τούς έκλογικούς καταλόγους. — [821, 1619, 923, 1761]
article-text: Τό πρωί τό ύπουργείον τών Έσωτερικών τηλεγραφικώς άνεκοίνωσε τά έξής άποτελέσματα τής έκλογής έν Αιγίνη. — [821, 1146, 923, 1221]
article-text: Έβδομας χθεσινά έν Βουκουρεστίω άγγέλλουσιν ότι πρωτοβουλία τής έν Βραΐλα Έλληνικής κοινότητος κατηρτίσθησαν έρανοι ύπέρ τού Παναγίου Τάφου. — [821, 1896, 923, 1993]
headline: ΤΑ ΚΟΥΛΟΥΜΑ — [54, 345, 176, 388]
article-text: Ή Γαλλική Κυβέρνησις άφ' έτέρου έδήλωσεν, ότι θά παράσχη πάσαν εύκολίαν είς τούς έπιθυμούντας καί μεταβούν είς τήν Έλλάδα έπί τή εύκαιρία τού Άρχαιολογικού Συνεδρίου, είς τό όποίον θά αντιπροσωπευθή διά αύτού έπισήμως. — [296, 416, 807, 438]
column-1 — [47, 67, 183, 2256]
dateline: Κ/ΠΟΛΙΣ, 17 Φεβρουαρίου. — [821, 136, 923, 157]
article-text: Παρά τή Κυβερνήσει έπικρατεί, ώς μανθάνομεν, ή γνώμη όπως τελεσθή ή μετακομιδή τών όστών τού άειμνήστου ίππάρχου, έν τη Κύπρω, μετά τής μεγαλειτέρας δυνατής έπισημότητος, καί ή Βουλή θά ψηφίση τά σχετικά. — [937, 406, 1072, 494]
